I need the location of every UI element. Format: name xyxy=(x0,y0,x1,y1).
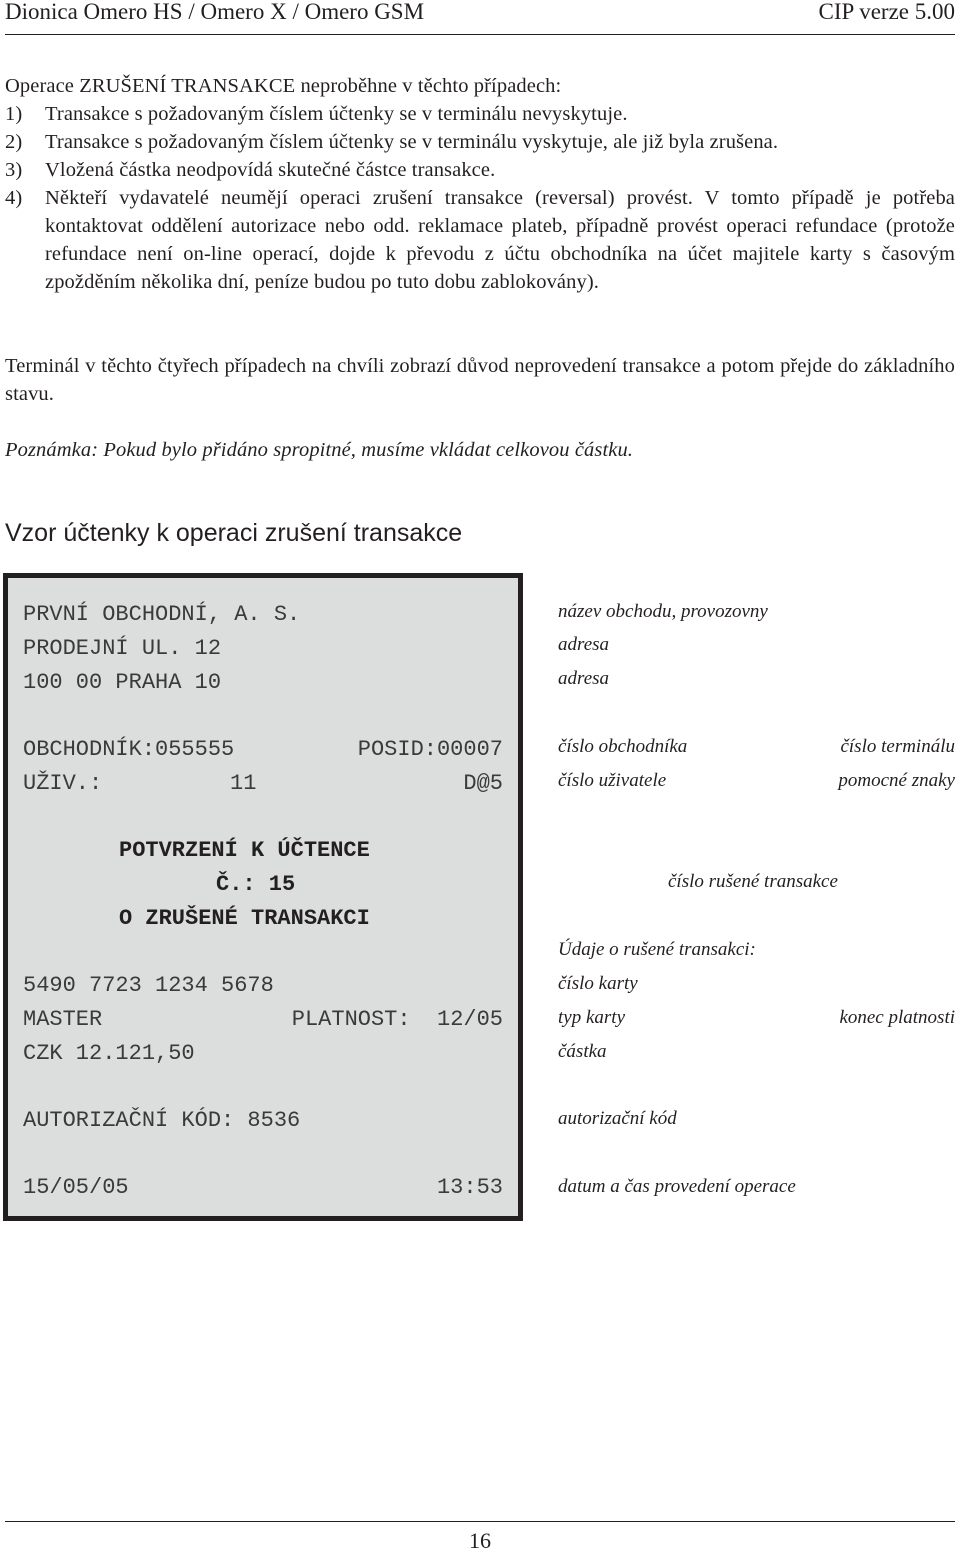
list-item-text: Vložená částka neodpovídá skutečné částce transakce. xyxy=(45,159,496,181)
list-item-text: Někteří vydavatelé neumějí operaci zrušení transakce (reversal) provést. V tomto případě je potřeba kontaktovat oddělení autorizace nebo odd. reklamace plateb, případně provést operaci refundace (protože refundace není on-line operací, dojde k převodu z účtu obchodníka na účet majitele karty s časovým zpožděním několika dní, peníze budou po tuto dobu zablokovány). xyxy=(45,187,955,293)
note-text: Poznámka: Pokud bylo přidáno spropitné, musíme vkládat celkovou částku. xyxy=(5,439,634,461)
annotation-datetime: datum a čas provedení operace xyxy=(558,1176,796,1197)
annotation-card-number: číslo karty xyxy=(558,973,638,994)
receipt-confirm-line1: POTVRZENÍ K ÚČTENCE xyxy=(119,838,370,863)
list-item-number: 2) xyxy=(5,131,23,153)
section-heading: Vzor účtenky k operaci zrušení transakce xyxy=(5,519,463,547)
annotation-cancelled-tx-data: Údaje o rušené transakci: xyxy=(558,939,756,960)
annotation-terminal-number: číslo terminálu xyxy=(840,736,955,757)
list-item xyxy=(5,156,955,184)
annotation-aux-chars: pomocné znaky xyxy=(838,770,955,791)
annotation-cancelled-tx-number: číslo rušené transakce xyxy=(668,871,838,892)
receipt-confirm-line2: Č.: 15 xyxy=(216,872,296,897)
intro-text: Operace ZRUŠENÍ TRANSAKCE neproběhne v těchto případech: xyxy=(5,75,562,97)
receipt-auth-code: AUTORIZAČNÍ KÓD: 8536 xyxy=(23,1108,301,1133)
list-item-text: Transakce s požadovaným číslem účtenky se v terminálu vyskytuje, ale již byla zrušena. xyxy=(45,131,779,153)
receipt-validity: PLATNOST: 12/05 xyxy=(291,1007,503,1032)
annotation-shop-name: název obchodu, provozovny xyxy=(558,601,768,622)
list-item-number: 1) xyxy=(5,103,23,125)
list-item-number: 3) xyxy=(5,159,23,181)
header-divider xyxy=(5,34,955,35)
annotation-address: adresa xyxy=(558,668,610,689)
receipt-date: 15/05/05 xyxy=(23,1175,129,1200)
list-item xyxy=(5,128,955,156)
receipt-user-label: UŽIV.: xyxy=(23,771,103,796)
receipt-city: 100 00 PRAHA 10 xyxy=(23,670,222,695)
receipt-street: PRODEJNÍ UL. 12 xyxy=(23,636,222,661)
annotation-card-type: typ karty xyxy=(558,1007,626,1028)
annotation-auth-code: autorizační kód xyxy=(558,1108,677,1129)
annotation-validity-end: konec platnosti xyxy=(839,1007,955,1028)
list-item xyxy=(5,184,955,296)
cases-list xyxy=(5,100,955,296)
receipt-posid: POSID:00007 xyxy=(357,737,503,762)
page-number: 16 xyxy=(469,1528,491,1553)
annotation-merchant-number: číslo obchodníka xyxy=(558,736,688,757)
receipt-merchant: OBCHODNÍK:055555 xyxy=(23,737,235,762)
receipt-aux-chars: D@5 xyxy=(463,771,503,796)
receipt-shop-name: PRVNÍ OBCHODNÍ, A. S. xyxy=(23,602,301,627)
receipt-time: 13:53 xyxy=(436,1175,503,1200)
list-item-text: Transakce s požadovaným číslem účtenky se v terminálu nevyskytuje. xyxy=(45,103,628,125)
annotation-amount: částka xyxy=(558,1041,607,1062)
receipt-sample xyxy=(3,573,523,1221)
receipt-user-number: 11 xyxy=(230,771,257,796)
receipt-amount: CZK 12.121,50 xyxy=(23,1041,195,1066)
receipt-card-type: MASTER xyxy=(23,1007,103,1032)
annotation-user-number: číslo uživatele xyxy=(558,770,667,791)
annotation-address: adresa xyxy=(558,634,610,655)
list-item-number: 4) xyxy=(5,187,23,209)
receipt-confirm-line3: O ZRUŠENÉ TRANSAKCI xyxy=(119,906,370,931)
document-header-title: Dionica Omero HS / Omero X / Omero GSM xyxy=(5,0,425,24)
footer-divider xyxy=(5,1521,955,1522)
receipt-card-number: 5490 7723 1234 5678 xyxy=(23,973,274,998)
list-item xyxy=(5,100,955,128)
document-header-version: CIP verze 5.00 xyxy=(818,0,955,24)
terminal-paragraph: Terminál v těchto čtyřech případech na chvíli zobrazí důvod neprovedení transakce a potom přejde do základního stavu. xyxy=(5,355,955,405)
